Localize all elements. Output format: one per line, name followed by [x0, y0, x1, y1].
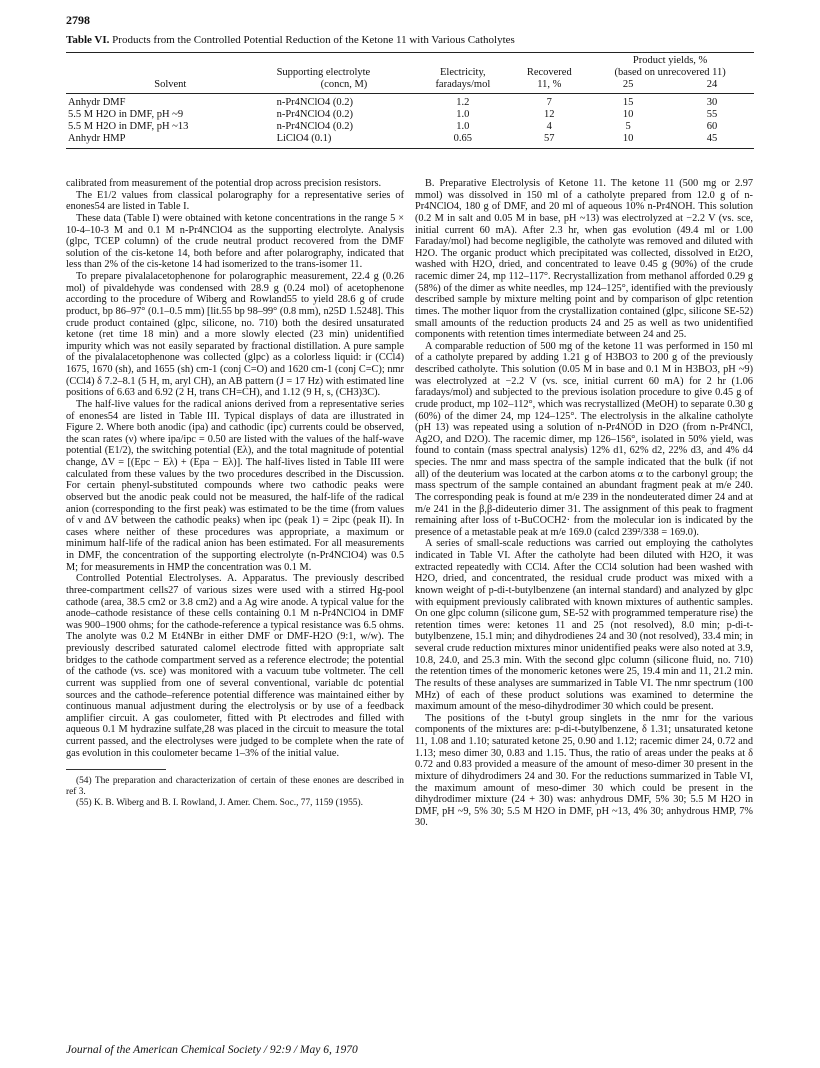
cell-yield-25: 15	[622, 97, 634, 108]
cell-yield-24: 45	[670, 133, 754, 149]
header-recovered: Recovered	[526, 67, 572, 78]
paragraph: B. Preparative Electrolysis of Ketone 11. The ketone 11 (500 mg or 2.97 mmol) was dissolved in 150 ml of a catholyte prepared from 12.0 g of n-Pr4NClO4, 180 g of DMF, and 20 ml of aqueous 10% n-Pr4NOH. This solution (0.2 M in salt and 0.05 M in base, pH ~13) was electrolyzed at −2.2 V (vs. sce, initial current 60 mA). After 2.3 hr, when gas evolution (49.4 ml or 1.00 Faraday/mol) had become negligible, the catholyte was removed and diluted with H2O. The organic product which precipitated was collected, dissolved in Et2O, washed with H2O, dried, and concentrated to leave 0.45 g (90%) of the crude racemic dimer 24, mp 112–117°. Recrystallization from methanol afforded 0.29 g (58%) of the dimer as white needles, mp 124–125°, identified with the previously described sample by mixture melting point and by comparison of glpc retention times. The mother liquor from the crystallization contained (glpc, silicone SE-52) small amounts of the reduction products 24 and 25 as well as two unidentified components with retention times intermediate between 24 and 25.	[415, 178, 753, 341]
cell-solvent: Anhydr HMP	[66, 133, 275, 149]
cell-recovered: 4	[546, 121, 552, 132]
cell-supporting: n-Pr4NClO4 (0.2)	[276, 121, 354, 132]
cell-electricity: 1.2	[456, 97, 470, 108]
paragraph: The E1/2 values from classical polarography for a representative series of enones54 are listed in Table I.	[66, 189, 404, 213]
cell-electricity: 1.0	[456, 121, 470, 132]
table-label: Table VI.	[66, 34, 110, 46]
cell-yield-24: 60	[706, 121, 718, 132]
cell-solvent: 5.5 M H2O in DMF, pH ~13	[68, 121, 189, 132]
results-table	[66, 52, 754, 149]
footnote: (55) K. B. Wiberg and B. I. Rowland, J. Amer. Chem. Soc., 77, 1159 (1955).	[76, 798, 363, 809]
cell-supporting: n-Pr4NClO4 (0.2)	[276, 109, 354, 120]
left-column	[66, 178, 404, 809]
table-row	[66, 133, 754, 149]
table-row	[66, 109, 754, 121]
table-caption	[66, 34, 515, 46]
page-number: 2798	[66, 13, 90, 27]
cell-solvent: 5.5 M H2O in DMF, pH ~9	[68, 109, 184, 120]
table-row	[66, 121, 754, 133]
table-caption-text: Products from the Controlled Potential Reduction of the Ketone 11 with Various Catholytes	[112, 34, 515, 46]
header-yields: Product yields, %	[586, 53, 754, 68]
footnote: (54) The preparation and characterization of certain of these enones are described in ref 3.	[66, 776, 404, 798]
header-electricity: Electricity,	[440, 67, 486, 78]
cell-yield-25: 5	[625, 121, 631, 132]
paragraph: To prepare pivalalacetophenone for polarographic measurement, 22.4 g (0.26 mol) of pivaldehyde was condensed with 28.9 g (0.24 mol) of acetophenone according to the procedure of Wiberg and Rowland55 to yield 28.6 g of crude product, bp 86–97° (0.1–0.5 mm) [lit.55 bp 98–99° (0.8 mm), n25D 1.5248]. This crude product contained (glpc, silicone, no. 710) both the desired unsaturated ketone (ret time 18 min) and a more slowly elected (23 min) unidentified impurity which was not easily separated by fractional distillation. A pure sample of the pivalalacetophenone was collected (glpc) as a colorless liquid: ir (CCl4) 1675, 1670 (sh), and 1655 (sh) cm-1 (conj C=O) and 1620 cm-1 (conj C=C); nmr (CCl4) δ 7.2–8.1 (5 H, m, aryl CH), an AB pattern (J = 17 Hz) with estimated line positions of 6.63 and 6.92 (2 H, trans CH=CH), and 1.12 (9 H, s, (CH3)3C).	[66, 271, 404, 399]
paragraph: These data (Table I) were obtained with ketone concentrations in the range 5 × 10-4–10-3 M and 0.1 M n-Pr4NClO4 as the supporting electrolyte. Analysis (glpc, TCEP column) of the crude neutral product recovered from the DMF solution of the cis-ketone 14, both before and after polarography, indicated that less than 2% of the cis-ketone 14 had isomerized to the trans-isomer 11.	[66, 212, 404, 271]
footnote-divider	[66, 769, 166, 770]
cell-solvent: Anhydr DMF	[68, 97, 126, 108]
header-solvent: Solvent	[66, 79, 275, 94]
header-yields-basis: (based on unrecovered 11)	[614, 67, 726, 78]
cell-electricity: 0.65	[413, 133, 512, 149]
cell-supporting: LiClO4 (0.1)	[275, 133, 414, 149]
journal-footer: Journal of the American Chemical Society / 92:9 / May 6, 1970	[66, 1044, 358, 1056]
header-supporting: Supporting electrolyte	[276, 67, 371, 78]
header-yield-25: 25	[586, 79, 670, 94]
header-supporting-unit: (concn, M)	[275, 79, 414, 94]
cell-yield-25: 10	[586, 133, 670, 149]
header-electricity-unit: faradays/mol	[413, 79, 512, 94]
paragraph: The half-live values for the radical anions derived from a representative series of enones54 are listed in Table III. Typical displays of data are illustrated in Figure 2. Where both anodic (ipa) and cathodic (ipc) currents could be observed, the scan rates (ν) where ipa/ipc = 0.50 are listed with the values of the half-wave potential (E1/2), the switching potential (Eλ), and the total magnitude of potential change, ΔV = [(Epc − Eλ) + (Epa − Eλ)]. The half-lives listed in Table III were calculated from these values by the two procedures described in the Discussion. For certain phenyl-substituted compounds where two cathodic peaks were observed but the anodic peak could not be measured, the half-life of the radical anion (corresponding to the first peak) was estimated to be the time (from values of ν and ΔV between the cathodic peaks) when ipc (peak 1) = 2ipc (peak II). In cases where neither of these procedures was appropriate, a maximum or minimum half-life of the radical anion has been estimated. For all measurements in DMF, the concentration of the supporting electrolyte (n-Pr4NClO4) was 0.5 M; for measurements in HMP the concentration was 0.1 M.	[66, 398, 404, 573]
paragraph: A comparable reduction of 500 mg of the ketone 11 was performed in 150 ml of a catholyte prepared by adding 1.21 g of H3BO3 to 200 g of the previously described catholyte. This solution (0.05 M in base and 0.1 M in H3BO3, pH ~9) was electrolyzed at −2.2 V (vs. sce, initial current 60 mA) for 2 hr (1.06 faradays/mol) and subjected to the previous isolation procedure to give 0.45 g of crude product, mp 102–112°, which was recrystallized (MeOH) to separate 0.30 g (60%) of the dimer 24, mp 124–125°. The electrolysis in the alkaline catholyte (pH 13) was repeated using a solution of n-Pr4NOD in D2O (from n-Pr4NCl, Ag2O, and D2O). The racemic dimer, mp 126–156°, isolated in 50% yield, was found to contain (mass spectral analysis) 12% d1, 62% d2, 22% d3, and 4% d4 species. The nmr and mass spectra of the sample indicated that the bulk (if not all) of the deuterium was located at the carbon atoms α to the carbonyl group; the mass spectrum of the sample contained an abundant fragment peak at m/e 240. The corresponding peak is found at m/e 239 in the nondeuterated dimer 24 and at m/e 241 in the β,β-dideuterio dimer 31. The assignment of this peak to fragment remaining after loss of t-BuCOCH2· from the molecular ion is indicated by the presence of a metastable peak at m/e 169.0 (calcd 239²/338 = 169.0).	[415, 340, 753, 538]
paragraph: The positions of the t-butyl group singlets in the nmr for the various components of the mixtures are: p-di-t-butylbenzene, δ 1.31; unsaturated ketone 11, 1.08 and 1.10; saturated ketone 25, 0.90 and 1.12; racemic dimer 24, 0.72 and 1.13; meso dimer 30, 0.83 and 1.15. Thus, the ratio of areas under the peaks at δ 0.72 and 0.83 provided a measure of the amount of meso-dimer 30 present in the mixture of dihydrodimers 24 and 30. For the reductions summarized in Table VI, the maximum amount of meso-dimer 30 which could be present in the dihydrodimer mixture (24 + 30) was: anhydrous DMF, 5% 30; 5.5 M H2O in DMF, pH ~9, 5% 30; 5.5 M H2O in DMF, pH ~13, 4% 30; anhydrous HMP, 7% 30.	[415, 712, 753, 829]
cell-yield-24: 55	[706, 109, 718, 120]
header-yield-24: 24	[670, 79, 754, 94]
right-column	[415, 178, 753, 829]
table-row	[66, 94, 754, 110]
cell-recovered: 57	[512, 133, 586, 149]
paragraph: A series of small-scale reductions was carried out employing the catholytes indicated in Table VI. After the catholyte had been diluted with H2O, it was extracted repeatedly with CCl4. After the CCl4 solution had been washed with H2O, dried, and concentrated, the residual crude product was mixed with a known weight of p-di-t-butylbenzene (an internal standard) and analyzed by glpc with equipment previously calibrated with known mixtures of authentic samples. On one glpc column (silicone gum, SE-52 with programmed temperature rise) the retention times were: ketones 11 and 25 (not resolved), 8.0 min; p-di-t-butylbenzene, 15.1 min; and dihydrodienes 24 and 30 (not resolved), 33.4 min; in several crude reduction mixtures minor unidentified peaks were also noted at 3.9, 10.8, 24.0, and 25.3 min. With the second glpc column (silicone fluid, no. 710) the retention times of the monomeric ketones were 25, 19.4 min and 11, 21.2 min. The results of these analyses are summarized in Table VI. The nmr spectrum (100 MHz) of each of these product solutions was examined to determine the maximum amount of the meso-dihydrodimer 30 which could be present.	[415, 538, 753, 713]
cell-recovered: 12	[544, 109, 555, 120]
paragraph: calibrated from measurement of the potential drop across precision resistors.	[66, 178, 382, 189]
cell-yield-24: 30	[706, 97, 718, 108]
paragraph: Controlled Potential Electrolyses. A. Apparatus. The previously described three-compartment cells27 of various sizes were used with a stirred Hg-pool cathode (area, 38.5 cm2 or 3.8 cm2) and a Ag wire anode. A typical value for the anode–cathode resistance of these cells containing 0.1 M n-Pr4NClO4 in DMF was 900–1900 ohms; for the cathode-reference a typical resistance was 6.5 ohms. The anolyte was 0.2 M Et4NBr in either DMF or DMF-H2O (9:1, w/w). The previously described saturated calomel electrode fitted with appropriate salt bridges to the cathode compartment served as a reference electrode; the potential of the cathode (vs. sce) was monitored with a vacuum tube voltmeter. The cell current was supplied from one of several conventional, variable dc potential sources and the cathode–reference potential difference was maintained either by continuous manual adjustment during the electrolysis or by use of a feedback amplifier circuit. A gas coulometer, fitted with Pt electrodes and filled with aqueous 0.1 M hydrazine sulfate,28 was placed in the circuit to measure the total current passed, and the electrolyses were judged to be complete when the rate of gas evolution in this coulometer became 1–3% of the initial value.	[66, 573, 404, 759]
cell-recovered: 7	[546, 97, 552, 108]
cell-yield-25: 10	[622, 109, 634, 120]
cell-supporting: n-Pr4NClO4 (0.2)	[276, 97, 354, 108]
cell-electricity: 1.0	[456, 109, 470, 120]
header-recovered-unit: 11, %	[512, 79, 586, 94]
